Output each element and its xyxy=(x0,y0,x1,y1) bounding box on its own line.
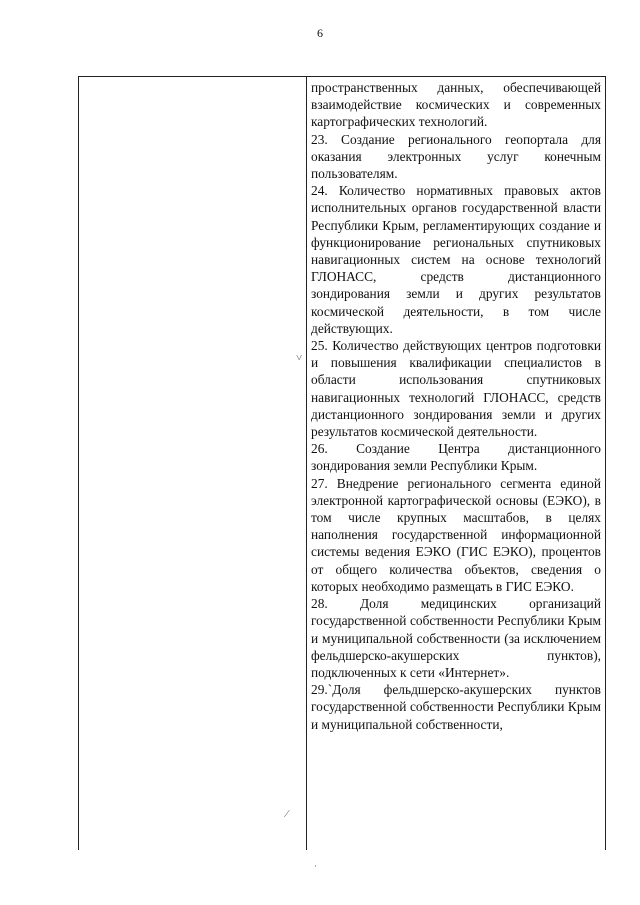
list-item-25 xyxy=(311,337,601,440)
list-item-27 xyxy=(311,475,601,595)
item-text: 27. Внедрение регионального сегмента единой электронной картографической основы (ЕЭКО), в том числе крупных масштабов, в целях наполнения государственной информационной системы ведения ЕЭКО (ГИС ЕЭКО), процентов от общего количества объектов, сведения о которых необходимо размещать в ГИС ЕЭКО. xyxy=(311,475,601,594)
scan-mark: · xyxy=(314,861,317,871)
table-right-cell xyxy=(311,79,601,733)
item-text: 25. Количество действующих центров подготовки и повышения квалификации специалистов в области использования спутниковых навигационных технологий ГЛОНАСС, средств дистанционного зондирования земли и других результатов космической деятельности. xyxy=(311,338,601,440)
item-text: 28. Доля медицинских организаций государственной собственности Республики Крым и муниципальной собственности (за исключением фельдшерско-акушерских пунктов), подключенных к сети «Интернет». xyxy=(311,596,601,680)
item-text: 24. Количество нормативных правовых актов исполнительных органов государственной власти Республики Крым, регламентирующих создание и функционирование региональных спутниковых навигационных систем на основе технологий ГЛОНАСС, средств дистанционного зондирования земли и других результатов космической деятельности, в том числе действующих. xyxy=(311,183,601,336)
list-item-29 xyxy=(311,681,601,733)
scan-mark: ˅ xyxy=(296,352,303,364)
item-text: пространственных данных, обеспечивающей взаимодействие космических и современных картографических технологий. xyxy=(311,80,601,130)
scan-mark: ⁄ xyxy=(286,808,288,820)
list-item-continuation xyxy=(311,79,601,131)
table-left-cell xyxy=(79,77,305,849)
list-item-23 xyxy=(311,131,601,183)
item-text: 29.`Доля фельдшерско-акушерских пунктов государственной собственности Республики Крым и муниципальной собственности, xyxy=(311,682,601,732)
list-item-28 xyxy=(311,595,601,681)
column-divider xyxy=(306,76,307,850)
page-number: 6 xyxy=(317,26,323,40)
list-item-24 xyxy=(311,182,601,337)
item-text: 26. Создание Центра дистанционного зондирования земли Республики Крым. xyxy=(311,441,601,474)
item-text: 23. Создание регионального геопортала для оказания электронных услуг конечным пользователям. xyxy=(311,131,601,182)
list-item-26 xyxy=(311,440,601,474)
